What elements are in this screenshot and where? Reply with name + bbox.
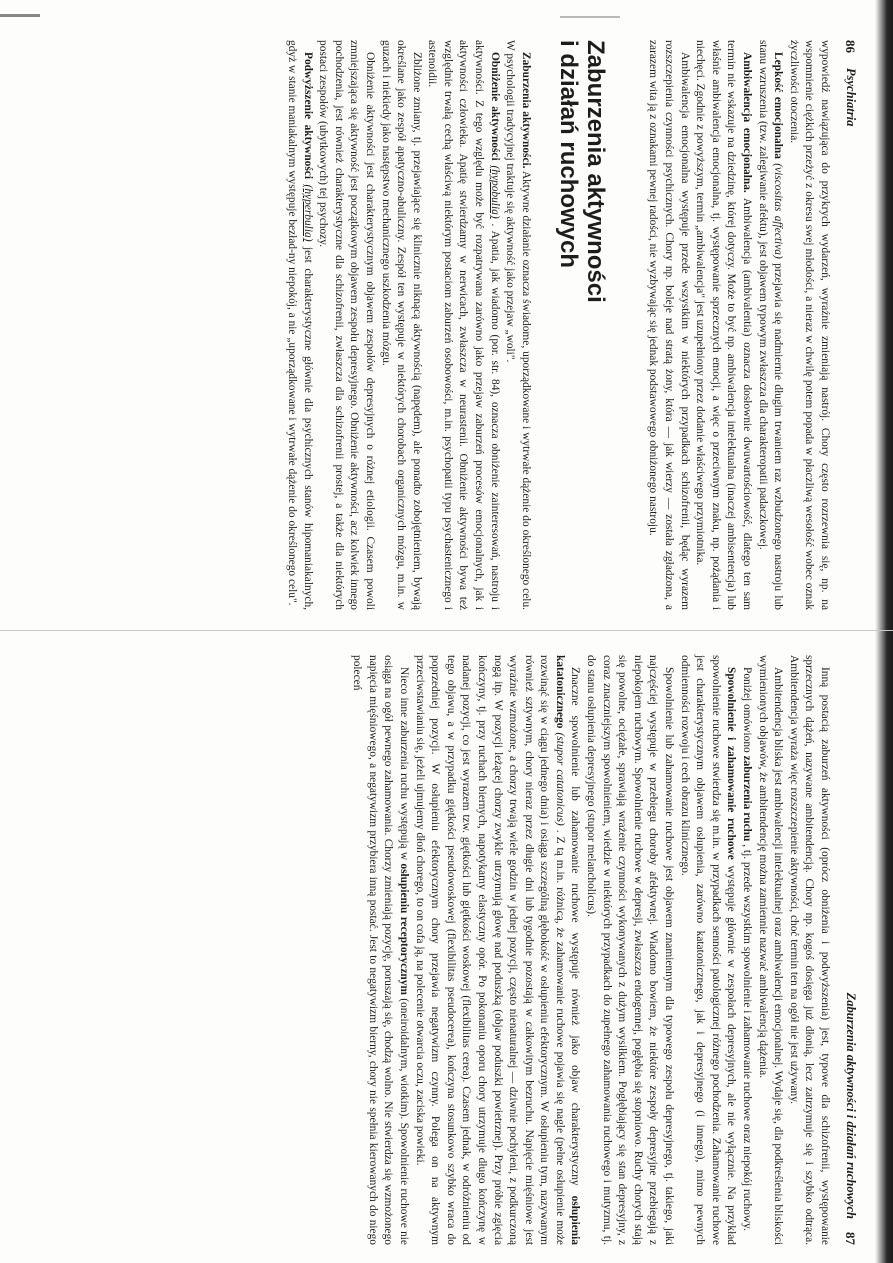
page-number: 87 [843, 1232, 858, 1245]
paragraph-text: jest charakterystyczne głównie dla psychicznych stanów hipomaniakalnych, gdyż w stanie maniakalnym występuje bezład-ny niepokój, a nie „uporządkowane i wytrwałe dążenie do określonego celu". [285, 40, 314, 611]
paragraph-text: Aktywne działanie oznacza świadome, uporządkowane i wytrwałe dążenie do określonego celu. W psychologii tradycyjnej traktuje się aktywność jako przejaw „woli". [504, 40, 532, 610]
term-bold: osłupienia katatonicznego [553, 655, 582, 1245]
paragraph: Spowolnienie lub zahamowanie ruchowe jest objawem znamiennym dla typowego zespołu depresyjnego, tj. takiego, jaki najczęściej występuje w przebiegu choroby afektywnej. Wiadomo bowiem, że niektóre zespoły depresyjne przebiegają z niepokojem ruchowym. Spowolnienie ruchowe w depresji, zwłaszcza endogennej, pogłębia się stopniowo. Ruchy chorych stają się powolne, ociężałe, sprawiają wrażenie czynności wykonywanych z dużym wysiłkiem. Pogłębiający się stan depresyjny, z coraz znaczniejszym spowolnieniem, wiedzie w niektórych przypadkach do zupełnego zahamowania ruchowego i mutyzmu, tj. do stanu osłupienia depresyjnego (stupor melancholicus). [585, 655, 676, 1245]
text-column [349, 655, 832, 1245]
page-header [836, 40, 858, 610]
page-fold-line [0, 630, 893, 631]
term-latin: (viscositas affectiva) [772, 163, 785, 259]
paragraph-text: , tj. przede wszystkim spowolnienie i zahamowanie ruchowe oraz niepokój ruchowy. [741, 844, 754, 1231]
paragraph: Inną postacią zaburzeń aktywności (oprócz obniżenia i podwyższenia) jest, typowe dla schizofrenii, występowanie sprzecznych dążeń, nazywane ambitendencją. Chory np. kogoś dosięga już dłonią, lecz zatrzymuje się i szybko odtrąca. Ambitendencja wyraża więc rozszczepienie aktywności, choć termin ten na ogół nie jest używany. [787, 655, 831, 1245]
paragraph-text: Ambiwalencja (ambivalentia) oznacza dosłownie dwuwartościowość, dlatego ten sam termin nie wskazuje na dziedzinę, której dotyczy. Może to być np. ambiwalencja intelektualna (inaczej ambisentencja) lub właśnie ambiwalencja emocjonalna, tj. występowanie sprzecznych emocji, a więc o przeciwnym znaku, np. pożądania i niechęci. Zgodnie z powyższym, termin „ambiwalencja" jest uzupełniony przez dodanie właściwego przymiotnika. [694, 40, 754, 611]
paragraph: Ambitendencja bliska jest ambiwalencji intelektualnej oraz ambiwalencji emocjonalnej. Wydaje się, dla podkreślenia bliskości wymienionych objawów, że ambitendencję można zamiennie nazwać ambiwalencją dążenia. [756, 655, 785, 1245]
text-column [283, 40, 832, 610]
paragraph-nieco [349, 655, 411, 1245]
paragraph-spowolnienie [676, 655, 738, 1245]
paragraph-zaburzenia-aktywnosci [502, 40, 533, 610]
term-bold: Zaburzenia aktywności. [519, 52, 532, 169]
paragraph-text: występuje głównie w zespołach depresyjnych, ale nie wyłącznie. Na przykład spowolnienie ruchowe stwierdza się m.in. w przypadkach senności patologicznej różnego pochodzenia. Zahamowanie ruchowe jest charakterystycznym objawem osłupienia, zarówno katatonicznego, jak i depresyjnego (i innego), mimo pewnych odmienności rozwoju i cech obrazu klinicznego. [678, 655, 738, 1245]
paragraph-text: (oneiroidalnym, wiotkim). Spowolnienie ruchowe nie osiąga na ogół pewnego zahamowania. Chorzy zmieniają pozycję, poruszają się, chodzą wolno. Nie stwierdza się wzmożonego napięcia mięśniowego, a negatywizm przybiera inną postać. Jest to negatywizm bierny, chory nie spełnia kierowanych do niego poleceń [351, 655, 410, 1245]
term-bold: Spowolnienie i zahamowanie ruchowe [725, 667, 738, 860]
term-latin: (stupor catatonicus) [553, 732, 566, 826]
section-heading-line: Zaburzenia aktywności [581, 40, 609, 303]
paragraph-text: Nieco inne zaburzenia ruchu występują w [397, 667, 410, 864]
page-86 [98, 40, 858, 610]
term-bold: Podwyższenie aktywności [301, 52, 314, 180]
page-87 [98, 655, 858, 1245]
term-bold: Ambiwalencja emocjonalna. [741, 52, 754, 193]
paragraph-podwyzszenie [283, 40, 314, 610]
section-heading-line: i działań ruchowych [554, 40, 582, 269]
paragraph: Ambiwalencja emocjonalna występuje przede wszystkim w niektórych przypadkach schizofrenii, będąc wyrazem rozszczepienia czynności psychicznych. Chory np. bolejе nad stratą żony, która — jak wierzy — została zgładzona, a zarazem wita ją z oznakami pewnej radości, nie wyzbywając się jednak podstawowego obniżonego nastroju. [647, 40, 691, 610]
section-heading [555, 40, 609, 610]
paragraph-text: . Apatia, jak wiadomo (por. str. 84), oznacza obniżenie zainteresowań, nastroju i aktywności. Z tego względu może być rozpatrywana zarówno jako przejaw zaburzeń procesów emocjonalnych, jak i aktywności człowieka. Apatię stwierdzamy w nerwicach, zwłaszcza w neurastenii. Obniżenie aktywności bywa też względnie trwałą cechą właściwą niektórym postaciom zaburzeń osobowości, m.in. psychopatii typu psychastenicznego i astenoidii. [426, 40, 501, 610]
paragraph-lepkosc [754, 40, 785, 610]
page-header [836, 655, 858, 1245]
paragraph-text: Znaczne spowolnienie lub zahamowanie ruchowe występuje również jako objaw charakterystyczny [569, 667, 582, 1196]
paragraph-obnizenie [424, 40, 502, 610]
paragraph-znaczne [411, 655, 583, 1245]
running-head: Zaburzenia aktywności i działań ruchowych [844, 992, 858, 1219]
paragraph-ponizej [738, 655, 754, 1245]
book-spine-shadow [875, 0, 893, 1263]
paragraph-ambiwalencja [692, 40, 754, 610]
paragraph: wypowiedź nawiązująca do przykrych wydarzeń, wyraźnie zmieniają nastrój. Chory często rozrzewnia się, np. na wspomnienie ciężkich przeżyć z okresu swej młodości, a nieraz w chwilę potem popada w płaczliwą wesołość wobec oznak życzliwości otoczenia. [787, 40, 831, 610]
scan-margin-top [0, 0, 893, 40]
term-bold: Obniżenie aktywności [488, 52, 501, 161]
paragraph-text: Poniżej omówiono [741, 667, 754, 756]
paragraph-text: przejawia się nadmiernie długim trwaniem raz wzbudzonego nastroju lub stanu wzruszenia (tzw. zalegiwanie afektu), jest objawem typowym zwłaszcza dla charakteropatii padaczkowej. [756, 40, 785, 610]
paragraph: Zbliżone zmiany, tj. przejawiające się klinicznie niknącą aktywnością (napędem), ale ponadto zobojętnieniem, bywają określane jako zespół apatyczno-abuliczny. Zespół ten występuje w niektórych chorobach organicznych mózgu, m.in. w guzach i niekiedy jako następstwo mechanicznego uszkodzenia mózgu. [379, 40, 423, 610]
page-number: 86 [843, 40, 858, 53]
term-latin: (hyperbulia) [301, 184, 314, 242]
term-bold: Lepkość emocjonalna [772, 52, 785, 159]
running-head: Psychiatria [844, 68, 858, 127]
term-bold: zaburzenia ruchu [741, 755, 754, 842]
term-latin: (hypobulia) [488, 165, 501, 219]
paragraph: Obniżenie aktywności jest charakterystycznym objawem zespołów depresyjnych o różnej etiologii. Czasem powoli zmniejszająca się aktywność jest początkowym objawem zespołu depresyjnego. Obniżenie aktywności, acz kolwiek innego pochodzenia, jest również charakterystyczne dla schizofrenii, zwłaszcza dla schizofrenii prostej, a także dla niektórych postaci zespołów (ubytkowych) tej psychozy. [317, 40, 376, 610]
term-bold: osłupieniu receptorycznym [397, 863, 410, 995]
paragraph-text: . Z tą m.in. różnicą, że zahamowanie ruchowe pojawia się nagle (pełne osłupienie może rozwinąć się w ciągu jednego dnia) i osiąga szczególną głębokość w osłupieniu efektorycznym. W osłupieniu tym, nazywanym również sztywnym, chory nieraz przez długie dni lub tygodnie pozostają w całkowitym bezruchu. Napięcie mięśniowe jest wyraźnie wzmożone, a chorzy trwają wiele godzin w jednej pozycji, często nienaturalnej — dziwnie pochyleni, z podkurczoną nogą itp. W pozycji leżącej chorzy zwykle utrzymują głowę nad poduszką (objaw poduszki powietrznej). Przy próbie zgięcia kończyny, tj. przy ruchach biernych, napotykamy elastyczny opór. Po pokonaniu oporu chory utrzymuje długo kończynę w nadanej pozycji, co jest wyrazem tzw. giętkości lub giętkości woskowej (flexibilitas cerea). Czasem jednak, w odróżnieniu od tego objawu, a w przypadku giętkości pseudowoskowej (flexibilitas pseudocerea), kończyna stosunkowo szybko wraca do poprzedniej pozycji. W osłupieniu efektorycznym chory przejawia negatywizm czynny. Polega on na aktywnym przeciwstawianiu się, jeżeli ujmujemy dłoń chorego, to on cofa ją, na polecenie otwarcia oczu, zaciska powieki. [413, 655, 566, 1245]
